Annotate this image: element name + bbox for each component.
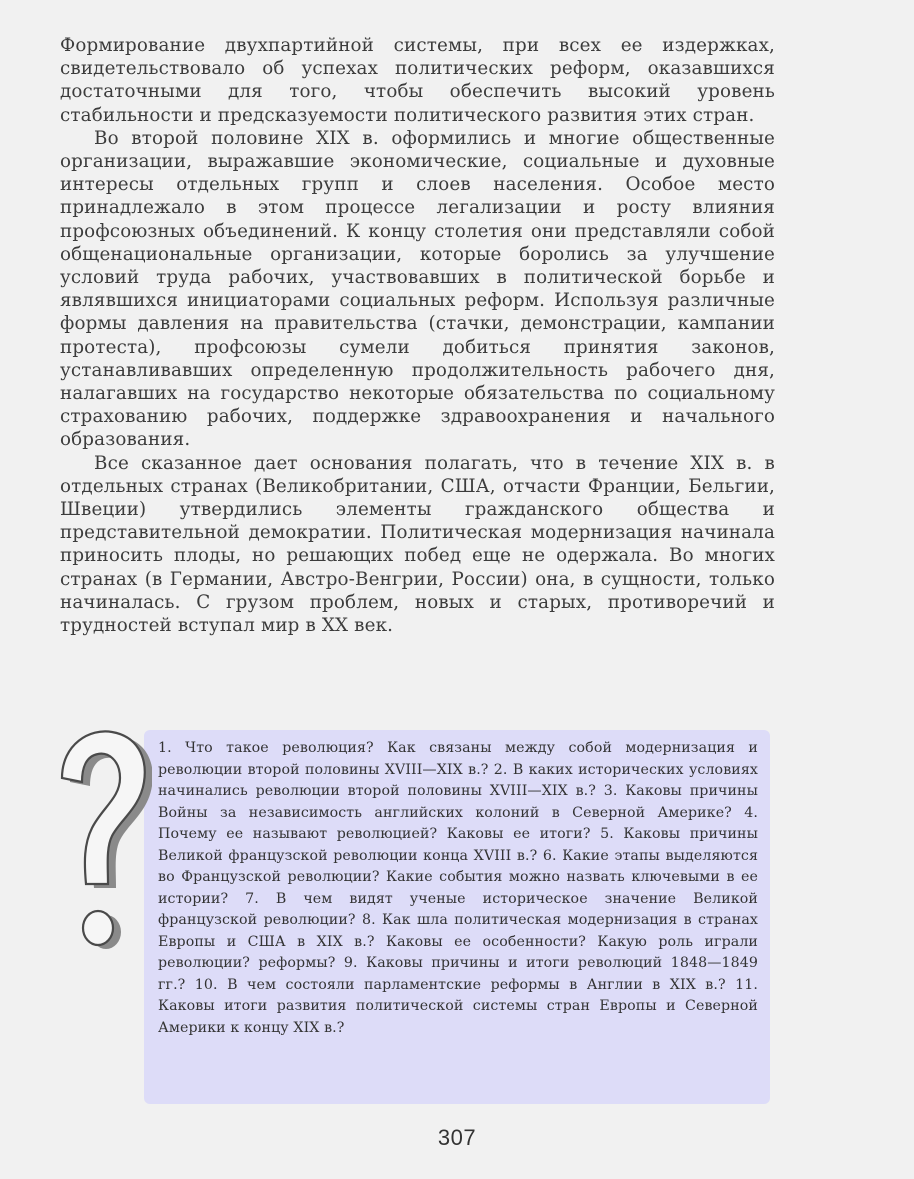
review-questions-box (144, 730, 770, 1104)
review-questions-text: 1. Что такое революция? Как связаны между собой модернизация и революции второй половины XVIII—XIX в.? 2. В каких исторических условиях начинались революции второй половины XVIII—XIX в.? 3. Каковы причины Войны за независимость английских колоний в Северной Америке? 4. Почему ее называют революцией? Каковы ее итоги? 5. Каковы причины Великой французской революции конца XVIII в.? 6. Какие этапы выделяются во Французской революции? Какие события можно назвать ключевыми в ее истории? 7. В чем видят ученые историческое значение Великой французской революции? 8. Как шла политическая модернизация в странах Европы и США в XIX в.? Каковы ее особенности? Какую роль играли революции? реформы? 9. Каковы причины и итоги революций 1848—1849 гг.? 10. В чем состояли парламентские реформы в Англии в XIX в.? 11. Каковы итоги развития политической системы стран Европы и Северной Америки к концу XIX в.? (158, 740, 758, 1036)
paragraph-3: Все сказанное дает основания полагать, что в течение XIX в. в отдельных странах (Великобритании, США, отчасти Франции, Бельгии, Швеции) утвердились элементы гражданского общества и представительной демократии. Политическая модернизация начинала приносить плоды, но решающих побед еще не одержала. Во многих странах (в Германии, Австро-Венгрии, России) она, в сущности, только начиналась. С грузом проблем, новых и старых, противоречий и трудностей вступал мир в XX век. (60, 452, 775, 637)
question-mark-icon (40, 720, 152, 960)
page-number: 307 (437, 1125, 477, 1150)
paragraph-2: Во второй половине XIX в. оформились и многие общественные организации, выражавшие экономические, социальные и духовные интересы отдельных групп и слоев населения. Особое место принадлежало в этом процессе легализации и росту влияния профсоюзных объединений. К концу столетия они представляли собой общенациональные организации, которые боролись за улучшение условий труда рабочих, участвовавших в политической борьбе и являвшихся инициаторами социальных реформ. Используя различные формы давления на правительства (стачки, демонстрации, кампании протеста), профсоюзы сумели добиться принятия законов, устанавливавших определенную продолжительность рабочего дня, налагавших на государство некоторые обязательства по социальному страхованию рабочих, поддержке здравоохранения и начального образования. (60, 127, 775, 451)
paragraph-1: Формирование двухпартийной системы, при всех ее издержках, свидетельствовало об успехах политических реформ, оказавшихся достаточными для того, чтобы обеспечить высокий уровень стабильности и предсказуемости политического развития этих стран. (60, 35, 775, 126)
main-text (60, 34, 775, 637)
